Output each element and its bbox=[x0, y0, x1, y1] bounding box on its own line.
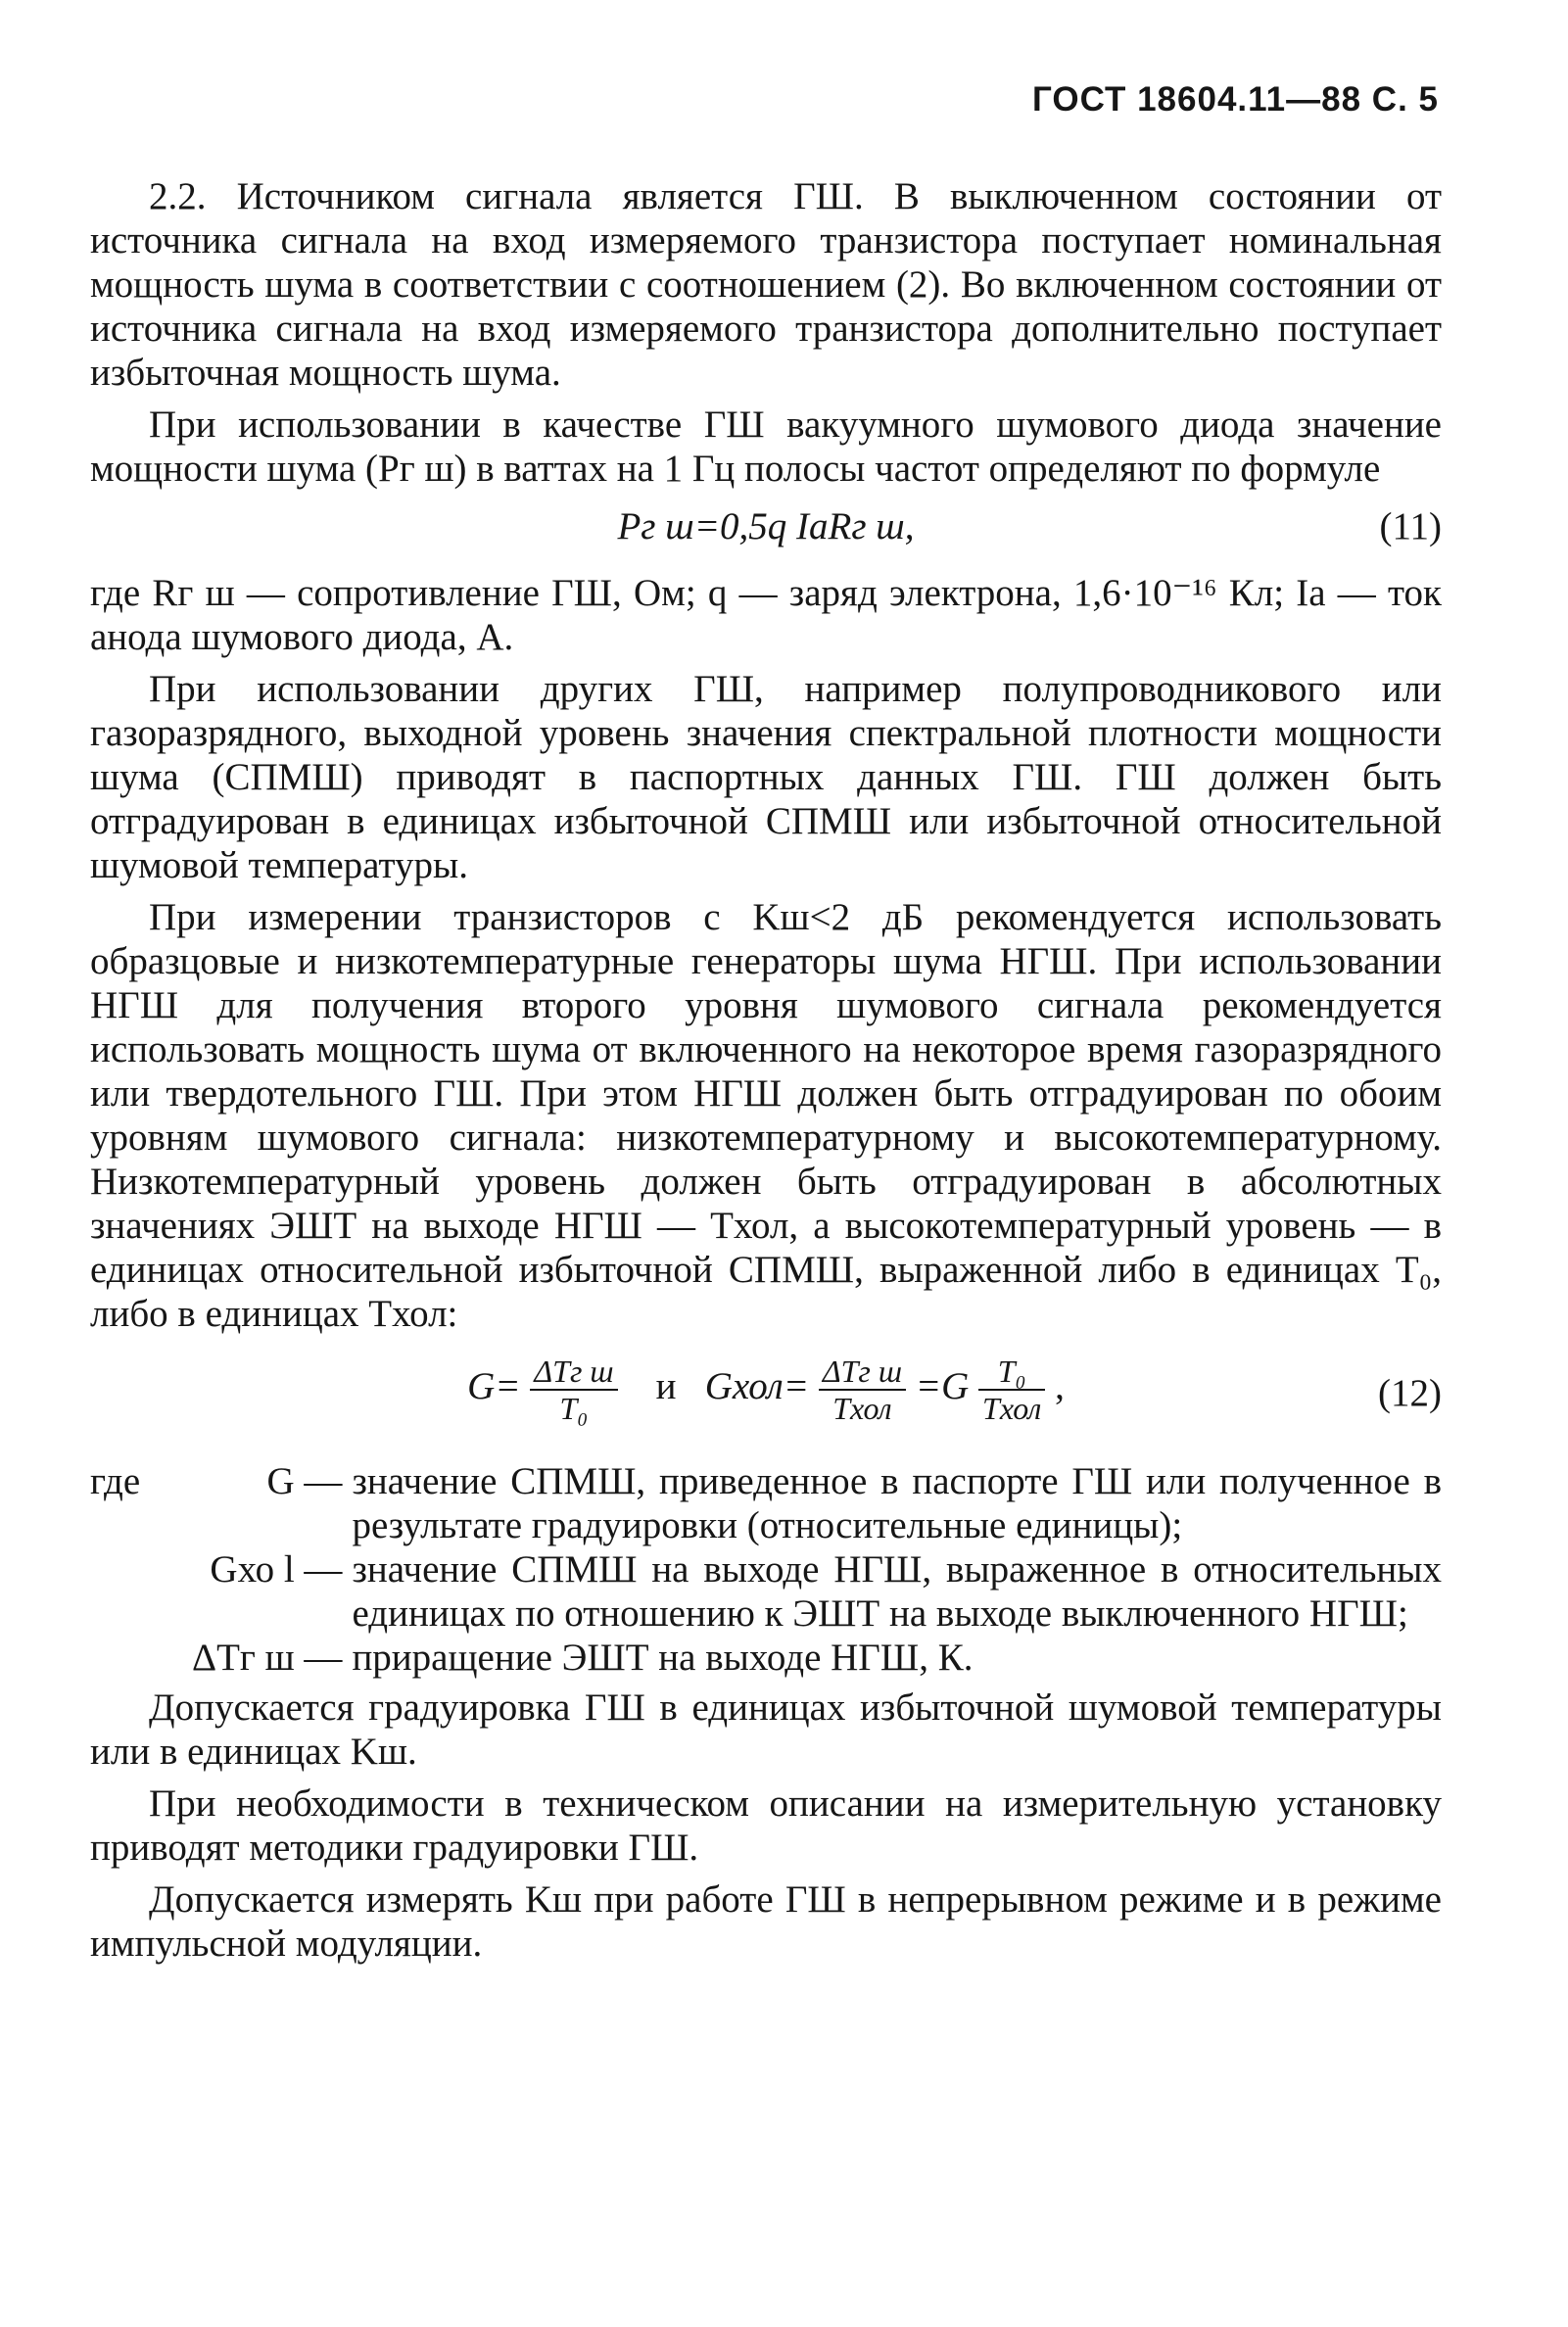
definition-row bbox=[90, 1459, 1442, 1547]
fraction-3-denominator: Tхол bbox=[982, 1391, 1042, 1426]
paragraph-low-noise: При измерении транзисторов с Kш<2 дБ рекомендуется использовать образцовые и низкотемпературные генераторы шума НГШ. При использовании НГШ для получения второго уровня шумового сигнала рекомендуется использовать мощность шума от включенного на некоторое время газоразрядного или твердотельного ГШ. При этом НГШ должен быть отградуирован по обоим уровням шумового сигнала: низкотемпературному и высокотемпературному. Низкотемпературный уровень должен быть отградуирован в абсолютных значениях ЭШТ на выходе НГШ — Tхол, а высокотемпературный уровень — в единицах относительной избыточной СПМШ, выраженной либо в единицах T₀, либо в единицах Tхол: bbox=[90, 896, 1442, 1335]
formula-12-and: и bbox=[655, 1364, 677, 1407]
document-body bbox=[90, 174, 1442, 1973]
formula-12-fraction-3 bbox=[978, 1353, 1045, 1426]
fraction-1-numerator: ΔTг ш bbox=[530, 1353, 617, 1391]
paragraph-where-11: где Rг ш — сопротивление ГШ, Ом; q — заряд электрона, 1,6·10⁻¹⁶ Кл; Iа — ток анода шумового диода, А. bbox=[90, 572, 1442, 658]
formula-12-gxol-lhs: Gхол= bbox=[704, 1364, 810, 1407]
definition-where: где bbox=[90, 1460, 141, 1502]
formula-12-tail: , bbox=[1055, 1364, 1065, 1407]
paragraph-measurement-modes: Допускается измерять Kш при работе ГШ в непрерывном режиме и в режиме импульсной модуляции. bbox=[90, 1878, 1442, 1965]
definition-symbol: ΔTг ш — bbox=[192, 1637, 343, 1679]
formula-11-number: (11) bbox=[1379, 505, 1442, 547]
definition-text: значение СПМШ, приведенное в паспорте ГШ или полученное в результате градуировки (относительные единицы); bbox=[352, 1460, 1442, 1546]
paragraph-other-generators: При использовании других ГШ, например полупроводникового или газоразрядного, выходной уровень значения спектральной плотности мощности шума (СПМШ) приводят в паспортных данных ГШ. ГШ должен быть отградуирован в единицах избыточной СПМШ или избыточной относительной шумовой температуры. bbox=[90, 668, 1442, 886]
formula-12-g-lhs: G= bbox=[467, 1364, 521, 1407]
formula-12 bbox=[90, 1344, 1442, 1449]
formula-12-eq-g: =G bbox=[915, 1364, 970, 1407]
paragraph-calibration-allowed: Допускается градуировка ГШ в единицах избыточной шумовой температуры или в единицах Kш. bbox=[90, 1686, 1442, 1773]
definition-where bbox=[90, 1636, 192, 1680]
definition-text: значение СПМШ на выходе НГШ, выраженное в относительных единицах по отношению к ЭШТ на выходе выключенного НГШ; bbox=[352, 1548, 1442, 1635]
formula-12-expression bbox=[90, 1353, 1442, 1426]
paragraph-2-2: 2.2. Источником сигнала является ГШ. В выключенном состоянии от источника сигнала на вход измеряемого транзистора поступает номинальная мощность шума в соответствии с соотношением (2). Во включенном состоянии от источника сигнала на вход измеряемого транзистора дополнительно поступает избыточная мощность шума. bbox=[90, 175, 1442, 394]
definition-symbol: G — bbox=[266, 1460, 343, 1502]
formula-12-number: (12) bbox=[1378, 1372, 1442, 1414]
definition-text: приращение ЭШТ на выходе НГШ, К. bbox=[352, 1637, 974, 1679]
fraction-2-denominator: Tхол bbox=[832, 1391, 892, 1426]
fraction-3-numerator: T₀ bbox=[978, 1353, 1045, 1391]
formula-11 bbox=[90, 499, 1442, 563]
definition-row bbox=[90, 1636, 1442, 1680]
definitions-table bbox=[90, 1459, 1442, 1680]
formula-11-expression: Pг ш=0,5q IаRг ш, bbox=[617, 505, 915, 547]
fraction-1-denominator: T₀ bbox=[559, 1391, 589, 1426]
definition-symbol: Gхо l — bbox=[210, 1548, 343, 1591]
definition-where bbox=[90, 1547, 192, 1636]
formula-12-fraction-1 bbox=[530, 1353, 617, 1426]
definition-row bbox=[90, 1547, 1442, 1636]
paragraph-technical-description: При необходимости в техническом описании на измерительную установку приводят методики градуировки ГШ. bbox=[90, 1782, 1442, 1869]
formula-12-fraction-2 bbox=[819, 1353, 906, 1426]
page-header: ГОСТ 18604.11—88 С. 5 bbox=[1031, 80, 1439, 119]
fraction-2-numerator: ΔTг ш bbox=[819, 1353, 906, 1391]
paragraph-vacuum-diode: При использовании в качестве ГШ вакуумного шумового диода значение мощности шума (Pг ш) в ваттах на 1 Гц полосы частот определяют по формуле bbox=[90, 404, 1442, 490]
